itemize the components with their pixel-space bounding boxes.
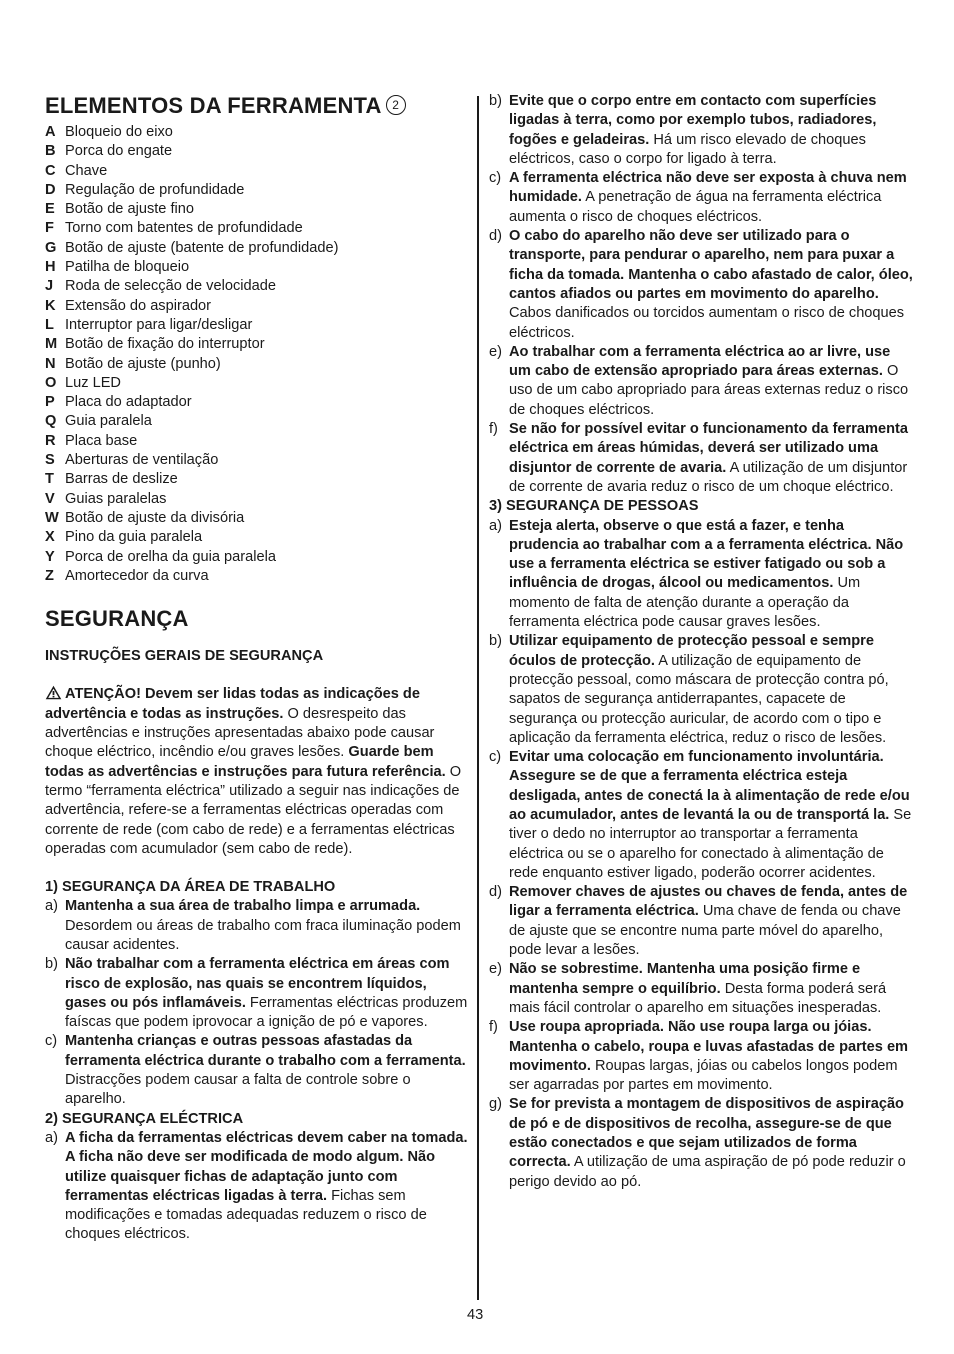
legend-label: Aberturas de ventilação [65,452,219,469]
legend-key: Z [45,567,54,584]
legend-item [45,200,469,219]
left-column [45,92,469,1245]
safety-item [489,227,913,343]
item-body [65,1032,469,1109]
item-bold-text: Esteja alerta, observe o que está a fazer, e tenha prudencia ao trabalhar com a a ferramenta eléctrica. Não use a ferramenta eléctrica se estiver fatigado ou sob a influência de drogas, álcool ou medicamentos. [509,517,904,592]
section2-list-part2 [489,92,913,497]
legend-item [45,490,469,509]
item-letter: d) [489,228,502,245]
item-body [509,343,913,420]
safety-item [489,169,913,227]
item-bold-text: Não trabalhar com a ferramenta eléctrica em áreas com risco de explosão, nas quais se encontrem líquidos, gases ou pós inflamáveis. [65,956,450,1011]
legend-key: L [45,316,54,333]
item-bold-text: Não se sobrestime. Mantenha uma posição firme e mantenha sempre o equilíbrio. [509,961,861,997]
item-text: A penetração de água na ferramenta eléctrica aumenta o risco de choques eléctricos. [509,189,882,225]
legend-key: Y [45,548,55,565]
legend-label: Botão de ajuste da divisória [65,509,245,526]
section3-heading: 3) SEGURANÇA DE PESSOAS [489,498,699,515]
legend-key: J [45,278,54,295]
legend-label: Roda de selecção de velocidade [65,278,276,295]
item-body [509,420,913,497]
legend-item [45,335,469,354]
legend-item [45,528,469,547]
legend-key: X [45,529,55,546]
legend-label: Pino da guia paralela [65,529,203,546]
item-text: Há um risco elevado de choques eléctricos, caso o corpo for ligado à terra. [509,131,866,167]
item-body [509,517,913,633]
legend-key: K [45,297,56,314]
safety-item [489,748,913,883]
item-text: Uma chave de fenda ou chave de ajuste que se encontre numa parte móvel do aparelho, pode levar a lesões. [509,903,901,959]
legend-key: C [45,162,56,179]
section3-list [489,517,913,1192]
item-bold-text: A ferramenta eléctrica não deve ser exposta à chuva nem humidade. [509,170,907,206]
safety-item [45,1129,469,1245]
section1-list [45,897,469,1109]
right-column [489,92,913,1192]
warning-bold-2: Guarde bem todas as advertências e instruções para futura referência. [45,744,446,780]
item-bold-text: Mantenha a sua área de trabalho limpa e arrumada. [65,898,421,915]
safety-item [489,343,913,420]
item-body [65,955,469,1032]
item-bold-text: Evitar uma colocação em funcionamento involuntária. Assegure se de que a ferramenta eléctrica esteja desligada, antes de conectá la à alimentação de rede e/ou ao acumulador, antes de levantá la ou de transportá la. [509,749,910,823]
safety-item [489,1095,913,1191]
safety-item [489,420,913,497]
item-letter: g) [489,1096,502,1113]
item-text: Um momento de falta de atenção durante a operação da ferramenta eléctrica pode causar graves lesões. [509,575,861,631]
legend-label: Placa base [65,432,138,449]
safety-item [489,883,913,960]
item-letter: a) [489,517,502,534]
legend-label: Botão de ajuste (punho) [65,355,221,372]
legend-key: A [45,124,56,140]
legend-label: Torno com batentes de profundidade [65,220,303,237]
item-text: Roupas largas, jóias ou cabelos longos podem ser agarradas por partes em movimento. [509,1057,898,1094]
item-text: Ferramentas eléctricas produzem faíscas que podem iprovocar a ignição de pó e vapores. [65,994,468,1031]
legend-key: W [45,509,59,526]
legend-item [45,432,469,451]
item-body [65,897,469,955]
legend-item [45,162,469,181]
page-number: 43 [467,1307,484,1323]
item-body [509,92,913,169]
item-text: Cabos danificados ou torcidos aumentam o risco de choques eléctricos. [509,305,905,341]
safety-item [489,632,913,748]
legend-item [45,316,469,335]
item-letter: f) [489,1019,498,1036]
warning-paragraph [45,685,469,859]
item-bold-text: Use roupa apropriada. Não use roupa larga ou jóias. Mantenha o cabelo, roupa e luvas afastadas de partes em movimento. [509,1019,909,1074]
legend-label: Luz LED [65,374,121,391]
legend-label: Botão de ajuste (batente de profundidade) [65,239,339,256]
item-letter: a) [45,1129,58,1146]
item-body [65,1129,469,1245]
item-letter: b) [45,956,58,973]
item-bold-text: A ficha da ferramentas eléctricas devem caber na tomada. A ficha não deve ser modificada de modo algum. Não utilize quaisquer fichas de adaptação junto com ferramentas eléctricas ligadas à terra. [65,1129,468,1204]
legend-label: Porca do engate [65,143,173,160]
legend-label: Barras de deslize [65,471,178,488]
item-letter: e) [489,343,502,360]
item-body [509,748,913,883]
item-letter: c) [45,1033,58,1050]
item-letter: c) [489,749,502,766]
item-letter: e) [489,961,502,978]
legend-label: Bloqueio do eixo [65,124,173,140]
legend-label: Porca de orelha da guia paralela [65,548,276,565]
item-letter: b) [489,633,502,650]
safety-item [45,1032,469,1109]
item-letter: a) [45,898,58,915]
item-text: Se tiver o dedo no interruptor ao transportar a ferramenta eléctrica ou se o aparelho for conectado à alimentação de rede enquanto estiver ligado, poderão ocorrer acidentes. [509,806,912,881]
item-body [509,169,913,227]
legend-item [45,123,469,142]
legend-key: R [45,432,56,449]
legend-key: M [45,336,58,353]
item-bold-text: Ao trabalhar com a ferramenta eléctrica ao ar livre, use um cabo de extensão apropriado para áreas externas. [509,343,891,380]
legend-item [45,374,469,393]
legend-label: Botão de fixação do interruptor [65,336,265,353]
legend-item [45,412,469,431]
legend-key: O [45,374,57,391]
section2-list-part1 [45,1129,469,1245]
warning-bold-1: ATENÇÃO! Devem ser lidas todas as indicações de advertência e todas as instruções. [45,686,420,722]
legend-key: Q [45,413,57,430]
item-letter: f) [489,421,498,438]
legend-item [45,239,469,258]
legend-key: G [45,239,57,256]
legend-item [45,277,469,296]
item-body [509,1095,913,1191]
item-text: Distracções podem causar a falta de controle sobre o aparelho. [65,1072,411,1108]
item-text: Fichas sem modificações e tomadas adequadas reduzem o risco de choques eléctricos. [65,1187,427,1243]
general-safety-heading: INSTRUÇÕES GERAIS DE SEGURANÇA [45,648,324,665]
item-body [509,960,913,1018]
legend-label: Guia paralela [65,413,152,430]
tools-heading: ELEMENTOS DA FERRAMENTA 2 [45,92,469,120]
legend-key: V [45,490,55,507]
item-bold-text: Utilizar equipamento de protecção pessoal e sempre óculos de protecção. [509,633,874,669]
legend-label: Patilha de bloqueio [65,259,190,276]
item-text: Desta forma poderá será mais fácil controlar o aparelho em situações inesperadas. [509,980,887,1016]
safety-heading: SEGURANÇA [45,606,189,632]
item-text: A utilização de equipamento de protecção pessoal, como máscara de protecção contra pó, sapatos de segurança antiderrapantes, capacete de segurança ou protecção auricular, de acordo com o tipo e aplicação da ferramenta eléctrica, reduz o risco de lesões. [509,652,889,746]
legend-item [45,258,469,277]
legend-label: Extensão do aspirador [65,297,212,314]
item-bold-text: Remover chaves de ajustes ou chaves de fenda, antes de ligar a ferramenta eléctrica. [509,884,908,920]
item-bold-text: Se não for possível evitar o funcionamento da ferramenta eléctrica em áreas húmidas, deverá ser utilizado uma disjuntor de corrente de avaria. [509,421,908,476]
legend-label: Interruptor para ligar/desligar [65,316,253,333]
column-divider [477,96,479,1300]
legend-item [45,451,469,470]
item-body [509,227,913,343]
item-bold-text: Evite que o corpo entre em contacto com superfícies ligadas à terra, como por exemplo tubos, radiadores, fogões e geladeiras. [509,93,877,148]
safety-item [45,897,469,955]
legend-item [45,355,469,374]
safety-item [489,92,913,169]
legend-item [45,470,469,489]
safety-item [489,1018,913,1095]
legend-item [45,548,469,567]
legend-item [45,393,469,412]
tools-legend [45,123,469,586]
item-text: A utilização de uma aspiração de pó pode reduzir o perigo devido ao pó. [509,1154,906,1190]
legend-item [45,509,469,528]
legend-item [45,297,469,316]
legend-label: Guias paralelas [65,490,167,507]
item-text: Desordem ou áreas de trabalho com fraca iluminação podem causar acidentes. [65,917,461,953]
legend-key: E [45,201,55,218]
legend-label: Chave [65,162,108,179]
legend-item [45,219,469,238]
legend-key: P [45,394,55,411]
item-bold-text: Se for prevista a montagem de dispositivos de aspiração de pó e de dispositivos de recolha, assegure-se de que estão conectados e que sejam utilizados de forma correcta. [509,1096,904,1171]
legend-key: B [45,143,56,160]
figure-ref-badge: 2 [386,95,406,115]
legend-label: Placa do adaptador [65,394,192,411]
legend-key: D [45,181,56,198]
safety-item [45,955,469,1032]
warning-icon [45,685,62,700]
item-bold-text: Mantenha crianças e outras pessoas afastadas da ferramenta eléctrica durante o trabalho com a ferramenta. [65,1033,466,1069]
item-letter: b) [489,93,502,109]
item-bold-text: O cabo do aparelho não deve ser utilizado para o transporte, para pendurar o aparelho, nem para puxar a ficha da tomada. Mantenha o cabo afastado de calor, óleo, cantos afiados ou partes em movimento do aparelho. [509,228,913,302]
legend-item [45,181,469,200]
section2-heading: 2) SEGURANÇA ELÉCTRICA [45,1110,244,1127]
warning-text-2: O termo “ferramenta eléctrica” utilizado a seguir nas indicações de advertência, refere-se a ferramentas eléctricas operadas com corrente de rede (com cabo de rede) e a ferramentas eléctricas operadas com acumulador (sem cabo de rede). [45,763,462,857]
legend-key: H [45,259,56,276]
item-body [509,883,913,960]
legend-item [45,567,469,586]
legend-label: Regulação de profundidade [65,181,245,198]
item-letter: c) [489,170,502,187]
legend-item [45,142,469,161]
item-body [509,1018,913,1095]
safety-item [489,517,913,633]
item-body [509,632,913,748]
legend-label: Botão de ajuste fino [65,201,195,218]
legend-label: Amortecedor da curva [65,567,209,584]
legend-key: S [45,452,55,469]
item-letter: d) [489,884,502,901]
warning-text-1: O desrespeito das advertências e instruções apresentadas abaixo pode causar choque eléctrico, incêndio e/ou graves lesões. [45,705,435,761]
legend-key: N [45,355,56,372]
item-text: A utilização de um disjuntor de corrente de avaria reduz o risco de um choque eléctrico. [509,459,908,495]
legend-key: F [45,220,54,237]
item-text: O uso de um cabo apropriado para áreas externas reduz o risco de choques eléctricos. [509,363,909,418]
section1-heading: 1) SEGURANÇA DA ÁREA DE TRABALHO [45,879,336,896]
legend-key: T [45,471,54,488]
safety-item [489,960,913,1018]
